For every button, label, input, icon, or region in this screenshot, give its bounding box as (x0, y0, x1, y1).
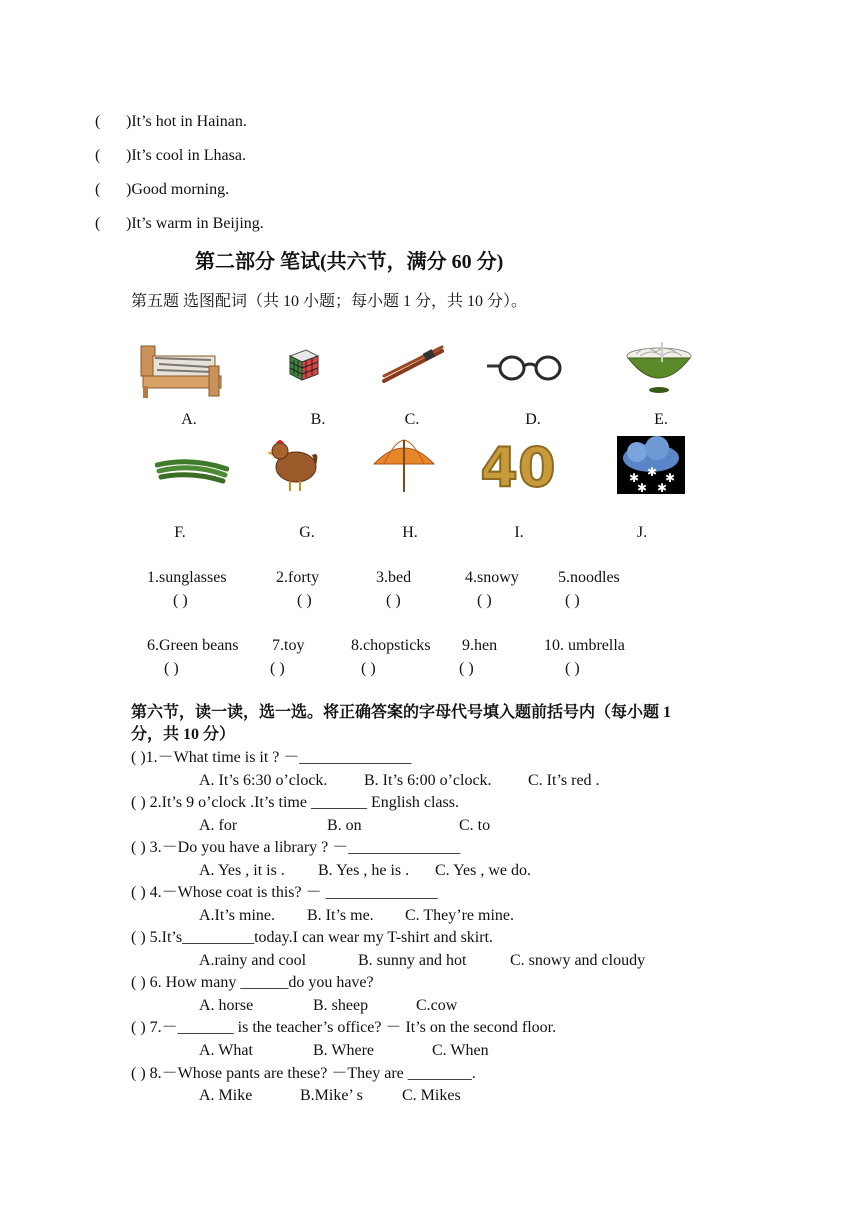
answer-blank[interactable]: ( ) (297, 592, 312, 609)
picture-letter: E. (654, 411, 668, 428)
question-text[interactable]: ( ) 7.－_______ is the teacher’s office? － It’s on the second floor. (131, 1019, 557, 1036)
word-item: 9.hen (462, 637, 498, 654)
green-beans-icon (155, 455, 229, 487)
word-item: 7.toy (272, 637, 305, 654)
word-item: 1.sunglasses (147, 569, 227, 586)
word-item: 4.snowy (465, 569, 519, 586)
item-text: )It’s warm in Beijing. (126, 215, 264, 232)
question-text[interactable]: ( )1.－What time is it ? －______________ (131, 749, 412, 766)
question-text[interactable]: ( ) 8.－Whose pants are these? －They are ________. (131, 1065, 476, 1082)
snowy-icon (617, 436, 685, 494)
svg-text:✱: ✱ (629, 471, 640, 485)
option-a: A.It’s mine. (199, 907, 275, 924)
question-text[interactable]: ( ) 4.－Whose coat is this? － ______________ (131, 884, 438, 901)
answer-blank[interactable]: ( ) (477, 592, 492, 609)
item-text: )It’s hot in Hainan. (126, 113, 247, 130)
glasses-icon (485, 352, 565, 384)
question-text[interactable]: ( ) 6. How many ______do you have? (131, 974, 374, 991)
picture-letter: H. (402, 524, 418, 541)
option-c: C. snowy and cloudy (510, 952, 646, 969)
section6-title-cont: 分，共 10 分） (131, 726, 236, 743)
picture-letter: J. (636, 524, 648, 541)
noodles-icon (622, 340, 696, 394)
answer-bracket-open[interactable]: ( (95, 147, 101, 164)
option-c: C. to (459, 817, 491, 834)
option-c: C. Yes , we do. (435, 862, 532, 879)
option-b: B.Mike’ s (300, 1087, 363, 1104)
word-item: 3.bed (376, 569, 412, 586)
question-text[interactable]: ( ) 2.It’s 9 o’clock .It’s time _______ English class. (131, 794, 459, 811)
answer-blank[interactable]: ( ) (459, 660, 474, 677)
question-text[interactable]: ( ) 5.It’s_________today.I can wear my T-shirt and skirt. (131, 929, 494, 946)
word-item: 8.chopsticks (351, 637, 431, 654)
option-c: C.cow (416, 997, 458, 1014)
bed-icon (135, 342, 223, 400)
picture-letter: I. (514, 524, 524, 541)
option-a: A.rainy and cool (199, 952, 307, 969)
answer-blank[interactable]: ( ) (270, 660, 285, 677)
option-b: B. Where (313, 1042, 375, 1059)
option-b: B. It’s me. (307, 907, 374, 924)
word-item: 6.Green beans (147, 637, 239, 654)
answer-bracket-open[interactable]: ( (95, 181, 101, 198)
picture-letter: F. (174, 524, 186, 541)
option-c: C. When (432, 1042, 489, 1059)
item-text: )It’s cool in Lhasa. (126, 147, 246, 164)
option-a: A. It’s 6:30 o’clock. (199, 772, 328, 789)
answer-blank[interactable]: ( ) (173, 592, 188, 609)
answer-blank[interactable]: ( ) (361, 660, 376, 677)
answer-blank[interactable]: ( ) (164, 660, 179, 677)
svg-text:✱: ✱ (637, 481, 648, 494)
picture-letter: D. (525, 411, 541, 428)
option-a: A. What (199, 1042, 253, 1059)
forty-icon (480, 438, 556, 494)
svg-text:✱: ✱ (657, 481, 668, 494)
option-c: C. Mikes (402, 1087, 461, 1104)
part-title: 第二部分 笔试(共六节，满分 60 分) (195, 251, 504, 273)
word-item: 2.forty (276, 569, 320, 586)
option-b: B. sheep (313, 997, 369, 1014)
option-c: C. It’s red . (528, 772, 600, 789)
toy-cube-icon (286, 348, 320, 382)
answer-bracket-open[interactable]: ( (95, 113, 101, 130)
answer-blank[interactable]: ( ) (565, 660, 580, 677)
chopsticks-icon (380, 345, 446, 385)
option-a: A. Mike (199, 1087, 253, 1104)
svg-text:✱: ✱ (665, 471, 676, 485)
picture-letter: G. (299, 524, 315, 541)
answer-blank[interactable]: ( ) (565, 592, 580, 609)
option-a: A. for (199, 817, 238, 834)
section6-title: 第六节，读一读，选一选。将正确答案的字母代号填入题前括号内（每小题 1 (131, 704, 672, 721)
svg-text:✱: ✱ (647, 465, 658, 479)
answer-blank[interactable]: ( ) (386, 592, 401, 609)
question-text[interactable]: ( ) 3.－Do you have a library ? －______________ (131, 839, 461, 856)
option-b: B. on (327, 817, 362, 834)
option-c: C. They’re mine. (405, 907, 515, 924)
picture-letter: C. (404, 411, 420, 428)
word-item: 5.noodles (558, 569, 620, 586)
picture-letter: A. (181, 411, 197, 428)
option-a: A. Yes , it is . (199, 862, 285, 879)
hen-icon (266, 437, 320, 493)
option-b: B. Yes , he is . (318, 862, 410, 879)
option-b: B. sunny and hot (358, 952, 467, 969)
answer-bracket-open[interactable]: ( (95, 215, 101, 232)
word-item: 10. umbrella (544, 637, 625, 654)
item-text: )Good morning. (126, 181, 230, 198)
picture-letter: B. (310, 411, 326, 428)
forty-text: 40 (480, 438, 556, 494)
option-a: A. horse (199, 997, 254, 1014)
section5-title: 第五题 选图配词（共 10 小题；每小题 1 分，共 10 分）。 (131, 293, 528, 310)
option-b: B. It’s 6:00 o’clock. (364, 772, 492, 789)
umbrella-icon (372, 438, 436, 494)
